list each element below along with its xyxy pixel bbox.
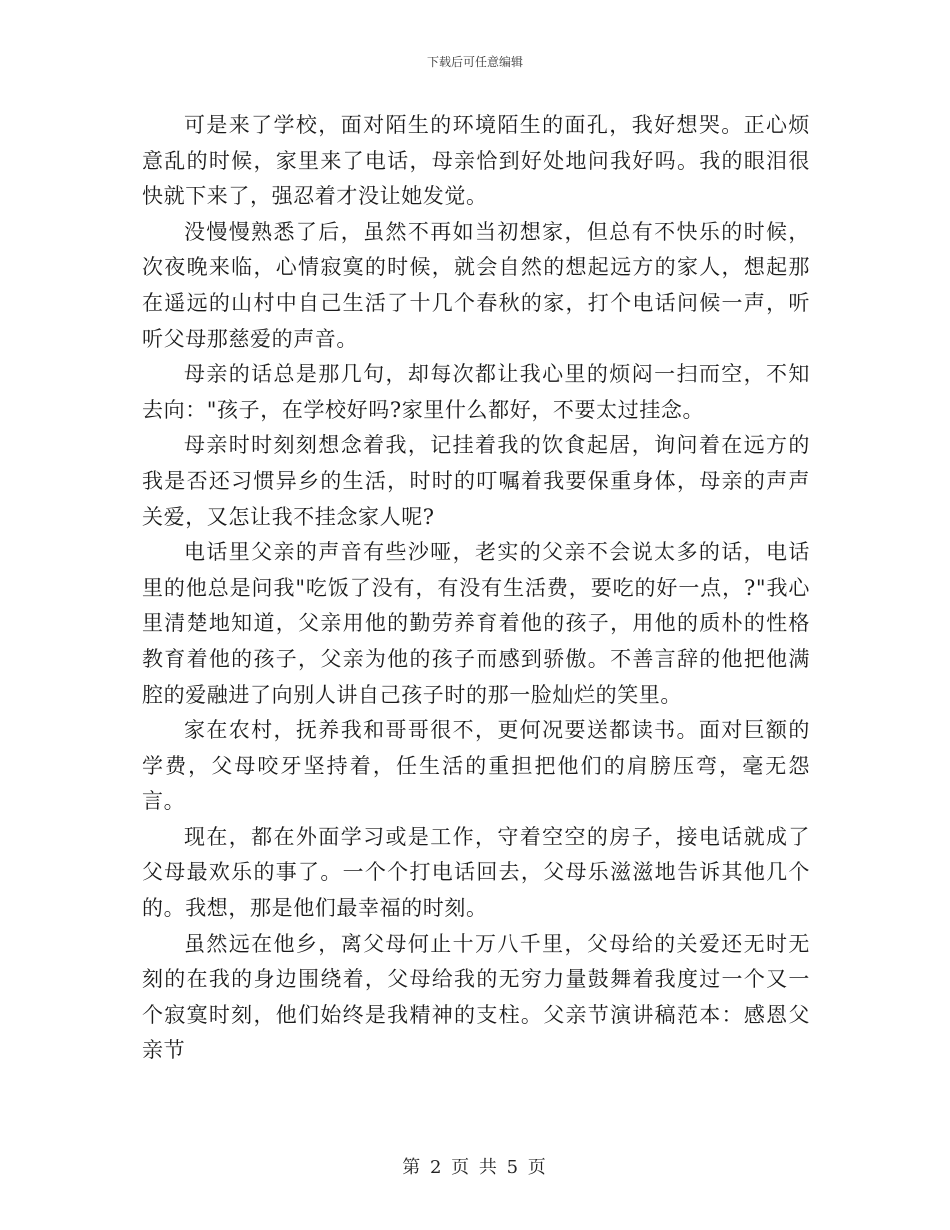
paragraph: 电话里父亲的声音有些沙哑，老实的父亲不会说太多的话，电话里的他总是问我"吃饭了没有，有没有生活费，要吃的好一点，?"我心里清楚地知道，父亲用他的勤劳养育着他的孩子，用他的质朴的性格教育着他的孩子，父亲为他的孩子而感到骄傲。不善言辞的他把他满腔的爱融进了向别人讲自己孩子时的那一脸灿烂的笑里。 [142, 540, 810, 707]
paragraph: 可是来了学校，面对陌生的环境陌生的面孔，我好想哭。正心烦意乱的时候，家里来了电话，母亲恰到好处地问我好吗。我的眼泪很快就下来了，强忍着才没让她发觉。 [142, 113, 810, 209]
paragraph: 母亲的话总是那几句，却每次都让我心里的烦闷一扫而空，不知去向："孩子，在学校好吗?家里什么都好，不要太过挂念。 [142, 362, 810, 422]
paragraph: 家在农村，抚养我和哥哥很不，更何况要送都读书。面对巨额的学费，父母咬牙坚持着，任生活的重担把他们的肩膀压弯，毫无怨言。 [142, 718, 810, 814]
paragraph: 没慢慢熟悉了后，虽然不再如当初想家，但总有不快乐的时候，次夜晚来临，心情寂寞的时候，就会自然的想起远方的家人，想起那在遥远的山村中自己生活了十几个春秋的家，打个电话问候一声，听听父母那慈爱的声音。 [142, 219, 810, 351]
page-header: 下载后可任意编辑 [426, 55, 523, 69]
paragraph: 虽然远在他乡，离父母何止十万八千里，父母给的关爱还无时无刻的在我的身边围绕着，父母给我的无穷力量鼓舞着我度过一个又一个寂寞时刻，他们始终是我精神的支柱。父亲节演讲稿范本：感恩父亲节 [142, 931, 810, 1063]
page-number-footer: 第 2 页 共 5 页 [402, 1157, 548, 1178]
paragraph: 现在，都在外面学习或是工作，守着空空的房子，接电话就成了父母最欢乐的事了。一个个打电话回去，父母乐滋滋地告诉其他几个的。我想，那是他们最幸福的时刻。 [142, 824, 810, 921]
body-text [142, 108, 810, 1069]
paragraph: 母亲时时刻刻想念着我，记挂着我的饮食起居，询问着在远方的我是否还习惯异乡的生活，时时的叮嘱着我要保重身体，母亲的声声关爱，又怎让我不挂念家人呢? [142, 433, 810, 529]
